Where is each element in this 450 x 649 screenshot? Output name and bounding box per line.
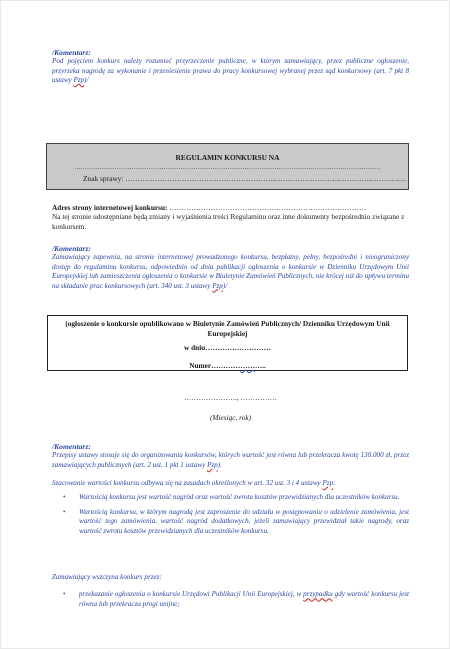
comment-threshold [52, 442, 409, 470]
month-year-label: (Miesiąc, rok) [209, 413, 252, 422]
website-address-text: Na tej stronie udostępniane będą zmiany i wyjaśnienia treści Regulaminu oraz inne dokumenty bezpośrednio związane z konkursem. [52, 212, 405, 231]
rules-title-box [46, 143, 409, 190]
comment-text: Pod pojęciem konkurs należy rozumieć przyrzeczenie publiczne, w którym zamawiający, przez publiczne ogłoszenie, przyrzeka nagrodę za wykonanie i przeniesienie prawa do pracy konkursowej wybranej przez sąd konkursowy (art. 7 pkt 8 ustawy Pzp)/ [52, 57, 409, 85]
rules-title-dots: ……………………………………………………………………………………………………………………………… [74, 164, 381, 171]
comment-tag: /Komentarz: [52, 442, 91, 451]
comment-tag: /Komentarz: [52, 244, 91, 253]
comment-tag: /Komentarz: [52, 48, 91, 57]
estimation-text: Szacowanie wartości konkursu odbywa się na zasadach określonych w art. 32 ust. 3 i 4 ustawy Pzp: [52, 479, 336, 487]
notice-number: Numer………………….. [189, 360, 266, 370]
list-item: • Wartością konkursu, w którym nagrodą jest zaproszenie do udziału w postępowaniu o udzielenie zamówienia, jest wartość tego zamówienia, wartość nagród dodatkowych, jeżeli zamawiający przewidział takie nagrody, oraz wartość zwrotu kosztów przewidzianych dla uczestników konkursu. [52, 508, 409, 536]
comment-text: Przepisy ustawy stosuje się do organizowania konkursów, których wartość jest równa lub przekracza kwotę 130.000 zł, przez zamawiających publicznych (art. 2 ust. 1 pkt 1 ustawy Pzp). [52, 451, 409, 469]
website-address-dots: ……………………………………………………………………… [169, 203, 367, 212]
notice-box [47, 315, 408, 371]
comment-definition [52, 48, 409, 86]
list-item: • Wartością konkursu jest wartość nagród oraz wartość zwrotu kosztów przewidzianych dla uczestników konkursu. [52, 493, 409, 502]
place-date-dots: …………………., …………… [183, 393, 278, 402]
comment-text: Zamawiający zapewnia, na stronie internetowej prowadzonego konkursu, bezpłatny, pełny, bezpośredni i nieograniczony dostęp do regulaminu konkursu, odpowiednio od dnia publikacji ogłoszenia o konkursie w Dzienniku Urzędowym Unii Europejskiej lub zamieszczenia ogłoszenia o konkursie w Biuletynie Zamówień Publicznych, nie krócej niż do upływu terminu na składanie prac konkursowych (art. 340 ust. 3 ustawy Pzp)/ [52, 253, 409, 290]
website-address [52, 203, 409, 231]
estimation-section [52, 479, 409, 541]
comment-access [52, 244, 409, 291]
notice-line: (ogłoszenie o konkursie opublikowano w Biuletynie Zamówień Publicznych/ Dzienniku Urzędowym Unii Europejskiej [65, 319, 390, 338]
list-item: • przekazanie ogłoszenia o konkursie Urzędowi Publikacji Unii Europejskiej, w przypadku gdy wartość konkursu jest równa lub przekracza progi unijne; [52, 590, 409, 609]
rules-title: REGULAMIN KONKURSU NA [175, 153, 280, 162]
estimation-bullets [52, 493, 409, 536]
initiation-section [52, 573, 409, 614]
website-address-label: Adres strony internetowej konkursu: [52, 203, 170, 212]
case-number-line: Znak sprawy: …………………………………………………………………………………………………… [83, 174, 407, 183]
notice-date: w dniu……………………… [184, 343, 271, 353]
initiation-bullets [52, 590, 409, 609]
initiation-text: Zamawiający wszczyna konkurs przez: [52, 573, 162, 581]
